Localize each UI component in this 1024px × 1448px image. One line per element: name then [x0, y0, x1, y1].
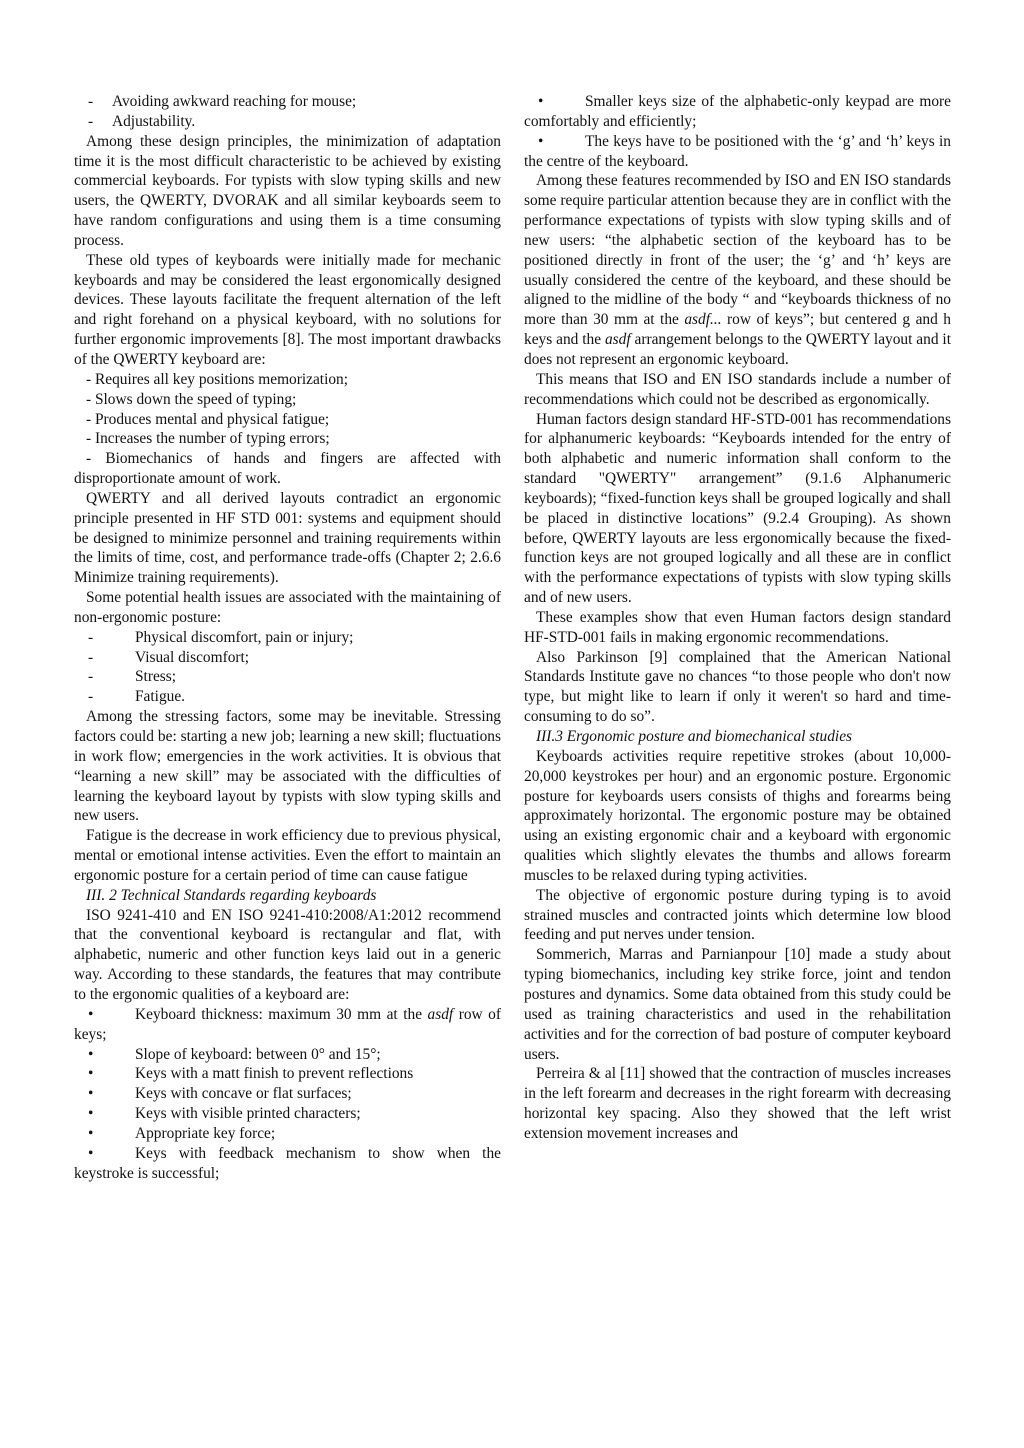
list-item: • Keys with a matt finish to prevent reflections [88, 1065, 414, 1083]
paragraph: Keyboards activities require repetitive strokes (about 10,000-20,000 keystrokes per hour) and an ergonomic posture. Ergonomic posture for keyboards users consists of thighs and forearms being approximately horizontal. The ergonomic posture may be obtained using an existing ergonomic chair and a keyboard with ergonomic qualities which slightly elevates the thumbs and allows forearm muscles to be relaxed during typing activities. [524, 747, 951, 884]
paragraph: Among the stressing factors, some may be inevitable. Stressing factors could be: starting a new job; learning a new skill; fluctuations in work flow; emergencies in the work activities. It is obvious that “learning a new skill” may be associated with the difficulties of learning the keyboard layout by typists with slow typing skills and new users. [74, 708, 501, 825]
list-item: • Smaller keys size of the alphabetic-only keypad are more comfortably and efficiently; [524, 93, 951, 130]
paragraph: These examples show that even Human factors design standard HF-STD-001 fails in making ergonomic recommendations. [524, 608, 951, 646]
paragraph: Fatigue is the decrease in work efficiency due to previous physical, mental or emotional intense activities. Even the effort to maintain an ergonomic posture for a certain period of time can cause fatigue [74, 827, 501, 884]
paragraph: Among these design principles, the minimization of adaptation time it is the most difficult characteristic to be achieved by existing commercial keyboards. For typists with slow typing skills and new users, the QWERTY, DVORAK and all similar keyboards seem to have random configurations and using them is a time consuming process. [74, 132, 501, 249]
paragraph: Among these features recommended by ISO and EN ISO standards some require particular attention because they are in conflict with the performance expectations of typists with slow typing skills and of new users: “the alphabetic section of the keyboard has to be positioned directly in front of the user; the ‘g’ and ‘h’ keys are usually considered the centre of the keyboard, and these should be aligned to the midline of the body “ and “keyboards thickness of no more than 30 mm at the asdf... row of keys”; but centered g and h keys and the asdf arrangement belongs to the QWERTY layout and it does not represent an ergonomic keyboard. [524, 172, 951, 368]
list-item: - Biomechanics of hands and fingers are affected with disproportionate amount of work. [74, 450, 501, 488]
right-column [524, 92, 951, 1144]
list-item: - Visual discomfort; [88, 648, 250, 666]
list-item: - Stress; [88, 668, 177, 686]
paragraph: Sommerich, Marras and Parnianpour [10] made a study about typing biomechanics, including key strike force, joint and tendon postures and dynamics. Some data obtained from this study could be used as training characteristics and used in the rehabilitation activities and for the correction of bad posture of computer keyboard users. [524, 946, 951, 1063]
paragraph: Human factors design standard HF-STD-001 has recommendations for alphanumeric keyboards: “Keyboards intended for the entry of both alphabetic and numeric information shall conform to the standard "QWERTY" arrangement” (9.1.6 Alphanumeric keyboards); “fixed-function keys shall be grouped logically and shall be placed in distinctive locations” (9.2.4 Grouping). As shown before, QWERTY layouts are less ergonomically because the fixed-function keys are not grouped logically and all these are in conflict with the performance expectations of typists with slow typing skills and of new users. [524, 410, 951, 607]
list-item: • Slope of keyboard: between 0° and 15°; [88, 1045, 381, 1063]
list-item: • Keys with feedback mechanism to show when the keystroke is successful; [74, 1144, 501, 1182]
list-item: - Adjustability. [88, 112, 196, 130]
list-item: - Fatigue. [88, 688, 186, 706]
list-item: • The keys have to be positioned with the ‘g’ and ‘h’ keys in the centre of the keyboard. [524, 132, 951, 170]
paragraph: ISO 9241-410 and EN ISO 9241-410:2008/A1:2012 recommend that the conventional keyboard is rectangular and flat, with alphabetic, numeric and other function keys laid out in a generic way. According to these standards, the features that may contribute to the ergonomic qualities of a keyboard are: [74, 906, 501, 1003]
list-item: • Keyboard thickness: maximum 30 mm at the asdf row of keys; [74, 1005, 502, 1043]
paragraph: These old types of keyboards were initially made for mechanic keyboards and may be considered the least ergonomically designed devices. These layouts facilitate the frequent alternation of the left and right forehand on a physical keyboard, with no solutions for further ergonomic improvements [8]. The most important drawbacks of the QWERTY keyboard are: [74, 251, 501, 368]
list-item: - Increases the number of typing errors; [86, 430, 330, 448]
paragraph: This means that ISO and EN ISO standards include a number of recommendations which could not be described as ergonomically. [524, 370, 951, 408]
list-item: - Requires all key positions memorization; [86, 370, 349, 388]
left-column [74, 92, 501, 1183]
paper-page [74, 92, 951, 1392]
section-heading: III. 2 Technical Standards regarding keyboards [86, 886, 377, 904]
paragraph: Perreira & al [11] showed that the contraction of muscles increases in the left forearm and decreases in the right forearm with decreasing horizontal key spacing. Also they showed that the left wrist extension movement increases and [524, 1065, 951, 1142]
list-item: • Appropriate key force; [88, 1124, 276, 1142]
paragraph: QWERTY and all derived layouts contradict an ergonomic principle presented in HF STD 001: systems and equipment should be designed to minimize personnel and training requirements within the limits of time, cost, and performance trade-offs (Chapter 2; 2.6.6 Minimize training requirements). [74, 489, 501, 587]
paragraph: Also Parkinson [9] complained that the American National Standards Institute gave no chances “to those people who don't now type, but might like to learn if only it weren't so hard and time-consuming to do so”. [524, 648, 951, 726]
section-heading: III.3 Ergonomic posture and biomechanical studies [536, 728, 853, 745]
list-item: • Keys with visible printed characters; [88, 1105, 361, 1123]
list-item: • Keys with concave or flat surfaces; [88, 1085, 352, 1103]
list-item: - Produces mental and physical fatigue; [86, 410, 330, 428]
list-item: - Slows down the speed of typing; [86, 390, 297, 408]
list-item: - Avoiding awkward reaching for mouse; [88, 93, 357, 110]
list-item: - Physical discomfort, pain or injury; [88, 628, 354, 646]
paragraph: Some potential health issues are associated with the maintaining of non-ergonomic posture: [74, 589, 501, 626]
paragraph: The objective of ergonomic posture during typing is to avoid strained muscles and contracted joints which determine low blood feeding and put nerves under tension. [524, 886, 951, 944]
